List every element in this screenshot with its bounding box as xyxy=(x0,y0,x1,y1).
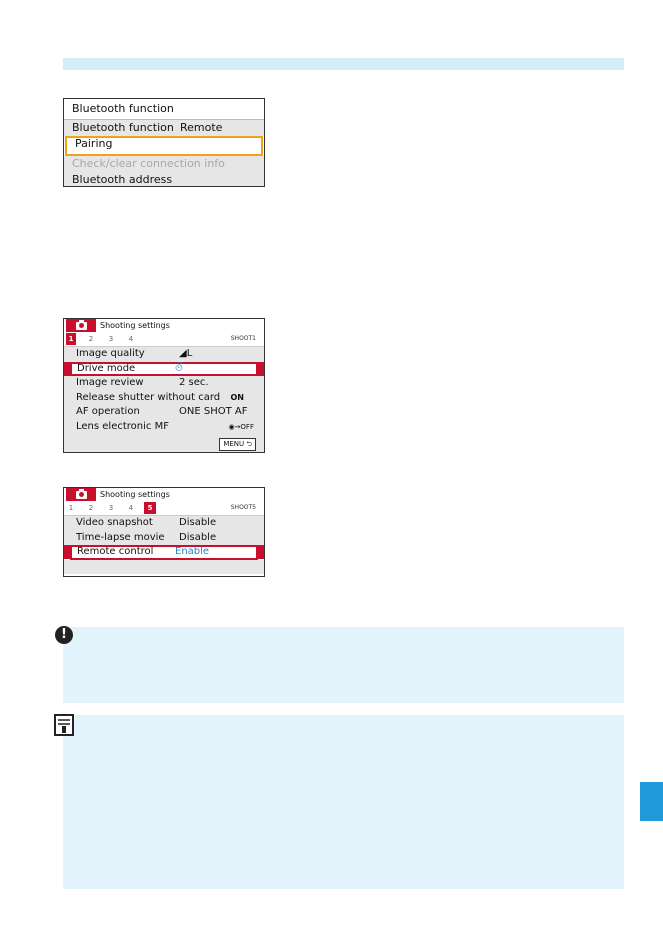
caution-icon xyxy=(55,626,73,644)
camera-tab[interactable] xyxy=(66,488,96,501)
menu-item-image-quality[interactable] xyxy=(64,347,264,362)
menu-item-release-shutter-without-card[interactable] xyxy=(64,391,264,406)
tab-code: SHOOT5 xyxy=(230,504,256,511)
menu-item-video-snapshot[interactable] xyxy=(64,516,264,531)
menu-item-label: Image quality xyxy=(76,348,145,359)
menu-item-label: Pairing xyxy=(75,137,113,150)
empty-row xyxy=(64,560,264,574)
menu-item-bluetooth-function[interactable] xyxy=(64,120,264,136)
camera-icon xyxy=(76,491,87,499)
tab-2[interactable]: 2 xyxy=(88,504,94,512)
menu-return-button[interactable]: MENU ⮌ xyxy=(219,438,256,451)
shooting-settings-screen-1 xyxy=(63,318,265,453)
bluetooth-function-screen xyxy=(63,98,265,187)
menu-item-af-operation[interactable] xyxy=(64,405,264,420)
tab-1[interactable]: 1 xyxy=(66,333,76,345)
menu-item-value: Enable xyxy=(175,546,210,558)
menu-item-image-review[interactable] xyxy=(64,376,264,391)
menu-item-value: ONE SHOT AF xyxy=(179,406,248,418)
menu-item-label: Check/clear connection info xyxy=(72,157,225,170)
menu-item-label: AF operation xyxy=(76,406,140,418)
menu-item-value: ON xyxy=(230,392,244,402)
screen-title: Shooting settings xyxy=(100,490,170,499)
tab-row xyxy=(64,501,264,516)
menu-item-label: Remote control xyxy=(77,546,154,558)
memo-icon xyxy=(54,714,74,736)
screen-titlebar xyxy=(64,319,264,332)
self-timer-icon: ⏲̅ xyxy=(175,362,183,374)
menu-item-time-lapse-movie[interactable] xyxy=(64,531,264,546)
tab-1[interactable]: 1 xyxy=(68,504,74,512)
tab-3[interactable]: 3 xyxy=(108,504,114,512)
tab-5[interactable]: 5 xyxy=(144,502,156,514)
menu-item-pairing[interactable] xyxy=(65,136,263,156)
caution-note-box xyxy=(63,627,624,703)
menu-item-label: Release shutter without card xyxy=(76,391,221,403)
menu-item-label: Bluetooth function xyxy=(72,121,174,134)
menu-item-label: Bluetooth address xyxy=(72,173,173,186)
menu-item-bluetooth-address[interactable] xyxy=(64,172,264,187)
tab-row xyxy=(64,332,264,347)
bluetooth-screen-title: Bluetooth function xyxy=(64,99,264,120)
tab-2[interactable]: 2 xyxy=(88,335,94,343)
screen-titlebar xyxy=(64,488,264,501)
menu-item-lens-electronic-mf[interactable] xyxy=(64,420,264,435)
menu-item-label: Lens electronic MF xyxy=(76,420,169,432)
shooting-settings-screen-5 xyxy=(63,487,265,577)
tab-code: SHOOT1 xyxy=(230,335,256,342)
menu-item-value: 2 sec. xyxy=(179,377,209,389)
menu-item-label: Video snapshot xyxy=(76,517,153,528)
camera-tab[interactable] xyxy=(66,319,96,332)
tab-4[interactable]: 4 xyxy=(128,504,134,512)
menu-item-check-clear-connection-info xyxy=(64,156,264,172)
section-header-bar xyxy=(63,58,624,70)
tab-4[interactable]: 4 xyxy=(128,335,134,343)
menu-item-value: Disable xyxy=(179,517,217,528)
menu-item-remote-control[interactable] xyxy=(70,545,258,560)
menu-item-value: ◉→OFF xyxy=(228,422,254,431)
menu-item-value: ◢L xyxy=(179,348,193,359)
memo-note-box xyxy=(63,715,624,889)
menu-item-label: Time-lapse movie xyxy=(76,531,165,543)
menu-item-label: Image review xyxy=(76,377,144,389)
menu-item-label: Drive mode xyxy=(77,362,136,374)
camera-icon xyxy=(76,322,87,330)
menu-item-value: Disable xyxy=(179,531,217,543)
tab-3[interactable]: 3 xyxy=(108,335,114,343)
screen-title: Shooting settings xyxy=(100,321,170,330)
chapter-side-tab xyxy=(640,782,663,821)
menu-item-drive-mode[interactable] xyxy=(70,362,258,377)
screen-footer xyxy=(64,435,264,453)
menu-item-value: Remote xyxy=(180,121,223,134)
